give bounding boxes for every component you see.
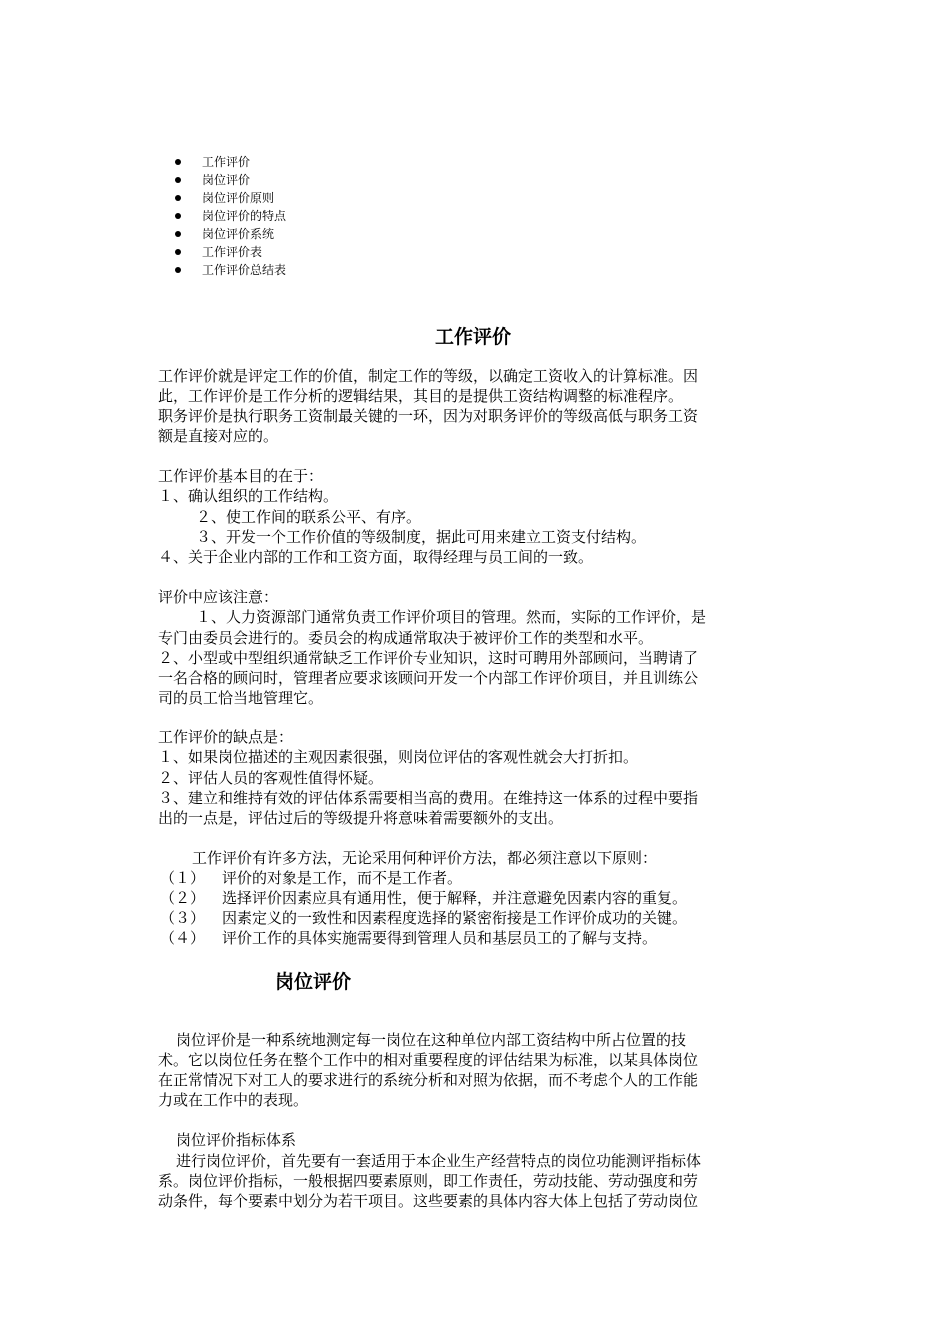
principle-item: [160, 928, 657, 948]
drawback-item: 出的一点是，评估过后的等级提升将意味着需要额外的支出。: [158, 809, 564, 827]
toc-item-label: 岗位评价: [202, 173, 251, 187]
bullet-icon: [175, 177, 181, 183]
paragraph-line: 岗位评价是一种系统地测定每一岗位在这种单位内部工资结构中所占位置的技: [176, 1031, 687, 1049]
principle-text: 评价工作的具体实施需要得到管理人员和基层员工的了解与支持。: [222, 929, 658, 947]
subsection-heading: 岗位评价指标体系: [176, 1131, 297, 1149]
section-heading-post-evaluation: 岗位评价: [275, 971, 352, 993]
drawback-item: ３、建立和维持有效的评估体系需要相当高的费用。在维持这一体系的过程中要指: [158, 789, 699, 807]
toc-item[interactable]: [175, 153, 286, 171]
bullet-icon: [175, 231, 181, 237]
bullet-icon: [175, 159, 181, 165]
notes-heading: 评价中应该注意：: [158, 588, 279, 606]
principle-item: [160, 908, 687, 928]
bullet-icon: [175, 267, 181, 273]
purpose-item: ２、使工作间的联系公平、有序。: [196, 508, 422, 526]
paragraph-line: 一名合格的顾问时，管理者应要求该顾问开发一个内部工作评价项目，并且训练公: [158, 669, 699, 687]
table-of-contents: [175, 153, 286, 279]
principle-text: 评价的对象是工作，而不是工作者。: [222, 869, 463, 887]
paragraph-line: 动条件，每个要素中划分为若干项目。这些要素的具体内容大体上包括了劳动岗位: [158, 1192, 699, 1210]
toc-item[interactable]: [175, 207, 286, 225]
principle-number: （２）: [160, 889, 206, 907]
principle-text: 选择评价因素应具有通用性，便于解释，并注意避免因素内容的重复。: [222, 889, 688, 907]
principle-number: （１）: [160, 869, 206, 887]
paragraph-line: 额是直接对应的。: [158, 427, 279, 445]
paragraph-line: 专门由委员会进行的。委员会的构成通常取决于被评价工作的类型和水平。: [158, 629, 654, 647]
drawback-item: ２、评估人员的客观性值得怀疑。: [158, 769, 384, 787]
paragraph-line: １、人力资源部门通常负责工作评价项目的管理。然而，实际的工作评价，是: [196, 608, 707, 626]
toc-item-label: 工作评价总结表: [202, 263, 287, 277]
purpose-item: ３、开发一个工作价值的等级制度，据此可用来建立工资支付结构。: [196, 528, 647, 546]
drawbacks-heading: 工作评价的缺点是：: [158, 728, 294, 746]
paragraph-line: 进行岗位评价，首先要有一套适用于本企业生产经营特点的岗位功能测评指标体: [176, 1152, 702, 1170]
toc-item-label: 工作评价: [202, 155, 251, 169]
toc-item[interactable]: [175, 261, 286, 279]
paragraph-line: 术。它以岗位任务在整个工作中的相对重要程度的评估结果为标准，以某具体岗位: [158, 1051, 699, 1069]
toc-item[interactable]: [175, 171, 286, 189]
paragraph-line: 系。岗位评价指标，一般根据四要素原则，即工作责任，劳动技能、劳动强度和劳: [158, 1172, 699, 1190]
section-heading-job-evaluation: 工作评价: [435, 326, 512, 348]
principle-text: 因素定义的一致性和因素程度选择的紧密衔接是工作评价成功的关键。: [222, 909, 688, 927]
toc-item-label: 岗位评价系统: [202, 227, 275, 241]
toc-item-label: 岗位评价原则: [202, 191, 275, 205]
bullet-icon: [175, 249, 181, 255]
principle-item: [160, 888, 687, 908]
purpose-item: ４、关于企业内部的工作和工资方面，取得经理与员工间的一致。: [158, 548, 594, 566]
toc-item[interactable]: [175, 225, 286, 243]
toc-item-label: 岗位评价的特点: [202, 209, 287, 223]
toc-item-label: 工作评价表: [202, 245, 263, 259]
principle-item: [160, 868, 462, 888]
principle-number: （４）: [160, 929, 206, 947]
toc-item[interactable]: [175, 243, 286, 261]
principle-number: （３）: [160, 909, 206, 927]
drawback-item: １、如果岗位描述的主观因素很强，则岗位评估的客观性就会大打折扣。: [158, 748, 639, 766]
paragraph-line: 在正常情况下对工人的要求进行的系统分析和对照为依据，而不考虑个人的工作能: [158, 1071, 699, 1089]
principles-intro: 工作评价有许多方法，无论采用何种评价方法，都必须注意以下原则：: [192, 849, 658, 867]
purpose-item: １、确认组织的工作结构。: [158, 487, 339, 505]
purpose-heading: 工作评价基本目的在于：: [158, 467, 324, 485]
toc-item[interactable]: [175, 189, 286, 207]
paragraph-line: 工作评价就是评定工作的价值，制定工作的等级，以确定工资收入的计算标准。因: [158, 367, 699, 385]
bullet-icon: [175, 195, 181, 201]
paragraph-line: 力或在工作中的表现。: [158, 1091, 309, 1109]
paragraph-line: ２、小型或中型组织通常缺乏工作评价专业知识，这时可聘用外部顾问，当聘请了: [158, 649, 699, 667]
paragraph-line: 职务评价是执行职务工资制最关键的一环，因为对职务评价的等级高低与职务工资: [158, 407, 699, 425]
bullet-icon: [175, 213, 181, 219]
paragraph-line: 此，工作评价是工作分析的逻辑结果，其目的是提供工资结构调整的标准程序。: [158, 387, 684, 405]
paragraph-line: 司的员工恰当地管理它。: [158, 689, 324, 707]
